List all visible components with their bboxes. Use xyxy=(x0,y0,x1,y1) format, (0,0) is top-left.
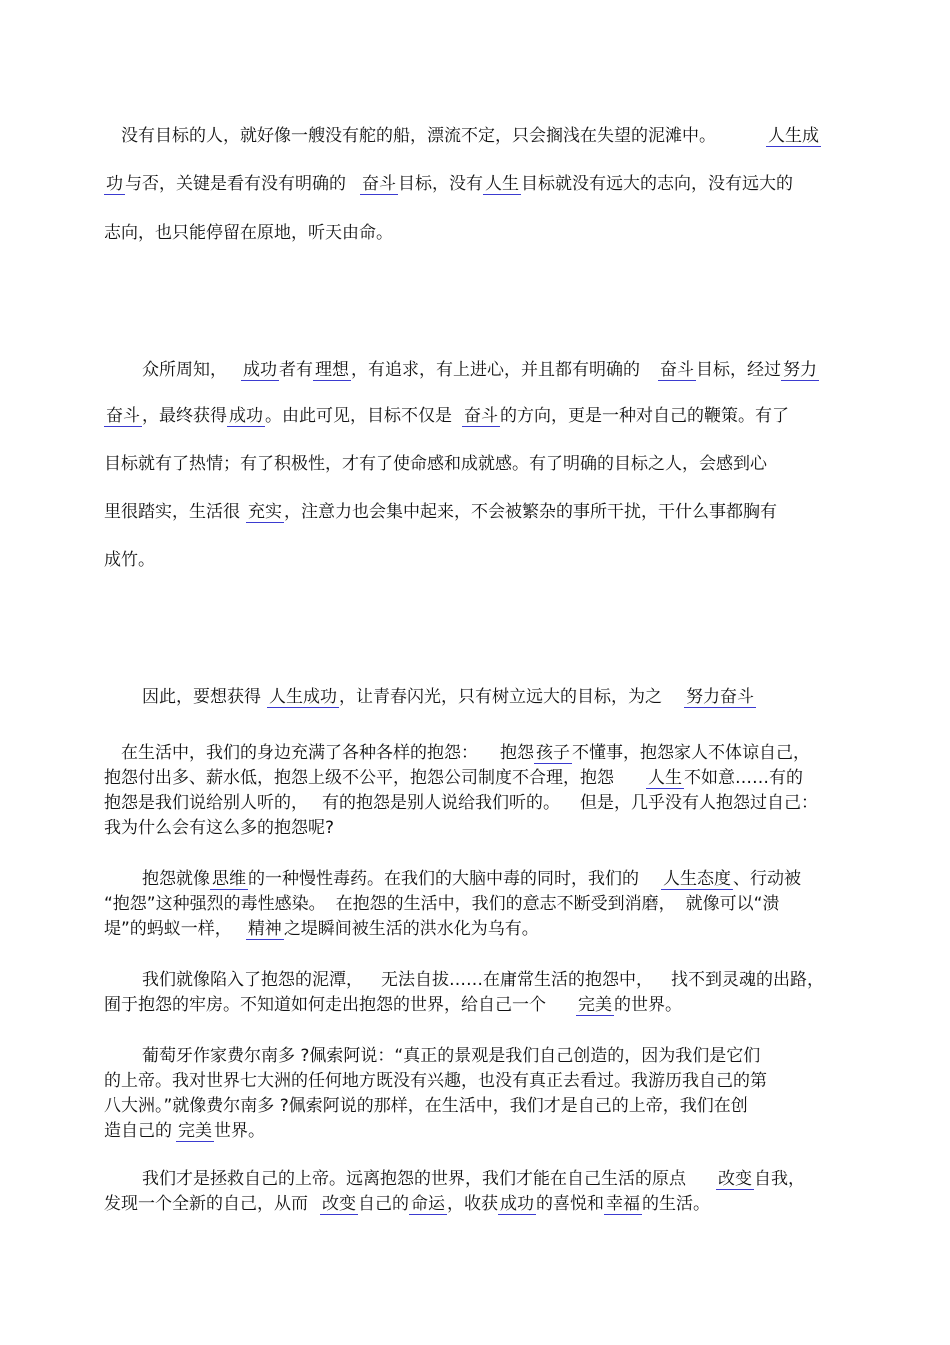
text-span: 抱怨付出多、薪水低，抱怨上级不公平，抱怨公司制度不合理，抱怨 xyxy=(104,768,614,788)
link-chongshi[interactable]: 充实 xyxy=(248,502,282,522)
text-span: 的生活。 xyxy=(642,1194,710,1214)
text-span: ，有追求，有上进心，并且都有明确的 xyxy=(351,360,640,380)
text-span: 因此，要想获得 xyxy=(142,687,261,707)
link-rensheng-taidu[interactable]: 人生态度 xyxy=(663,869,731,889)
link-xingfu[interactable]: 幸福 xyxy=(606,1194,640,1214)
paragraph-3-line-1 xyxy=(142,686,756,708)
paragraph-7-line-3: 八大洲。”就像费尔南多 ?佩索阿说的那样，在生活中，我们才是自己的上帝，我们在创 xyxy=(104,1096,748,1116)
text-span: 目标，没有 xyxy=(398,174,483,194)
text-span: 我们才是拯救自己的上帝。远离抱怨的世界，我们才能在自己生活的原点 xyxy=(142,1169,686,1189)
text-span: 囿于抱怨的牢房。不知道如何走出抱怨的世界，给自己一个 xyxy=(104,995,546,1015)
link-jingshen[interactable]: 精神 xyxy=(247,919,282,939)
text-span: 在抱怨的生活中，我们的意志不断受到消磨， xyxy=(335,894,676,914)
paragraph-2-line-5: 成竹。 xyxy=(104,550,155,570)
text-span: 发现一个全新的自己，从而 xyxy=(104,1194,308,1214)
link-mingyun[interactable]: 命运 xyxy=(411,1194,445,1214)
paragraph-2-line-1 xyxy=(142,359,819,381)
link-rensheng-chenggong[interactable]: 人生成功 xyxy=(269,687,337,707)
text-span: 众所周知， xyxy=(142,360,227,380)
paragraph-2-line-4 xyxy=(104,501,777,523)
paragraph-1-line-2 xyxy=(104,173,793,195)
link-rensheng-cheng[interactable]: 人生成 xyxy=(768,126,819,146)
text-span: 我们就像陷入了抱怨的泥潭， xyxy=(142,970,363,990)
paragraph-7-line-2: 的上帝。我对世界七大洲的任何地方既没有兴趣，也没有真正去看过。我游历我自己的第 xyxy=(104,1071,767,1091)
paragraph-2-line-3: 目标就有了热情；有了积极性，才有了使命感和成就感。有了明确的目标之人，会感到心 xyxy=(104,454,767,474)
link-gaibian[interactable]: 改变 xyxy=(322,1194,356,1214)
paragraph-5-line-2 xyxy=(104,893,779,915)
link-chenggong[interactable]: 成功 xyxy=(500,1194,534,1214)
text-span: 世界。 xyxy=(214,1121,265,1141)
paragraph-1-line-3: 志向，也只能停留在原地，听天由命。 xyxy=(104,223,393,243)
text-span: 自我， xyxy=(754,1169,805,1189)
link-rensheng[interactable]: 人生 xyxy=(648,768,682,788)
link-siwei[interactable]: 思维 xyxy=(212,869,246,889)
text-span: 自己的 xyxy=(358,1194,409,1214)
text-span: 、行动被 xyxy=(733,869,801,889)
text-span: 目标，经过 xyxy=(696,360,781,380)
text-span: 抱怨就像 xyxy=(142,869,210,889)
paragraph-8-line-2 xyxy=(104,1193,710,1215)
text-span: ，收获 xyxy=(447,1194,498,1214)
text-span: 目标就没有远大的志向，没有远大的 xyxy=(521,174,793,194)
text-span: 抱怨是我们说给别人听的， xyxy=(104,793,308,813)
text-span: 之堤瞬间被生活的洪水化为乌有。 xyxy=(283,919,539,939)
paragraph-4-line-3 xyxy=(104,792,818,814)
text-span: 就像可以“溃 xyxy=(685,894,780,914)
paragraph-7-line-1: 葡萄牙作家费尔南多 ?佩索阿说：“真正的景观是我们自己创造的，因为我们是它们 xyxy=(142,1046,761,1066)
text-span: 堤”的蚂蚁一样， xyxy=(104,919,232,939)
text-span: ，让青春闪光，只有树立远大的目标，为之 xyxy=(339,687,662,707)
link-chenggong[interactable]: 成功 xyxy=(229,406,263,426)
text-span: 不如意……有的 xyxy=(684,768,803,788)
link-haizi[interactable]: 孩子 xyxy=(536,743,570,763)
link-lixiang[interactable]: 理想 xyxy=(315,360,349,380)
paragraph-6-line-2 xyxy=(104,994,682,1016)
paragraph-4-line-2 xyxy=(104,767,803,789)
paragraph-4-line-4: 我为什么会有这么多的抱怨呢? xyxy=(104,818,335,838)
paragraph-4-line-1 xyxy=(121,742,810,764)
text-span: 与否，关键是看有没有明确的 xyxy=(125,174,346,194)
link-wanmei[interactable]: 完美 xyxy=(178,1121,212,1141)
text-span: 抱怨 xyxy=(500,743,534,763)
link-fendou[interactable]: 奋斗 xyxy=(106,406,140,426)
paragraph-2-line-2 xyxy=(104,405,789,427)
link-nuli-fendou[interactable]: 努力奋斗 xyxy=(686,687,754,707)
paragraph-5-line-3 xyxy=(104,918,539,940)
text-span: ，最终获得 xyxy=(142,406,227,426)
paragraph-1-line-1 xyxy=(121,125,821,147)
text-span: 的喜悦和 xyxy=(536,1194,604,1214)
paragraph-8-line-1 xyxy=(142,1168,805,1190)
text-span: 在生活中，我们的身边充满了各种各样的抱怨： xyxy=(121,743,478,763)
text-span: 的方向，更是一种对自己的鞭策。有了 xyxy=(500,406,789,426)
text-span: 者有 xyxy=(279,360,313,380)
text-span: 有的抱怨是别人说给我们听的。 xyxy=(322,793,560,813)
text-span: 造自己的 xyxy=(104,1121,172,1141)
text-span: 的世界。 xyxy=(614,995,682,1015)
text-span: 找不到灵魂的出路， xyxy=(671,970,824,990)
link-fendou[interactable]: 奋斗 xyxy=(464,406,498,426)
link-gaibian[interactable]: 改变 xyxy=(718,1169,752,1189)
link-gong[interactable]: 功 xyxy=(106,174,123,194)
text-span: 但是，几乎没有人抱怨过自己： xyxy=(580,793,818,813)
text-span: “抱怨”这种强烈的毒性感染。 xyxy=(104,894,326,914)
paragraph-5-line-1 xyxy=(142,868,801,890)
link-fendou[interactable]: 奋斗 xyxy=(660,360,694,380)
text-span: 里很踏实，生活很 xyxy=(104,502,240,522)
paragraph-6-line-1 xyxy=(142,969,824,991)
text-span: 没有目标的人，就好像一艘没有舵的船，漂流不定，只会搁浅在失望的泥滩中。 xyxy=(121,126,716,146)
paragraph-7-line-4 xyxy=(104,1120,265,1142)
link-chenggong[interactable]: 成功 xyxy=(243,360,277,380)
link-fendou[interactable]: 奋斗 xyxy=(362,174,396,194)
link-nuli[interactable]: 努力 xyxy=(783,360,817,380)
text-span: 的一种慢性毒药。在我们的大脑中毒的同时，我们的 xyxy=(248,869,639,889)
text-span: 不懂事，抱怨家人不体谅自己， xyxy=(572,743,810,763)
text-span: 无法自拔……在庸常生活的抱怨中， xyxy=(381,970,653,990)
text-span: 。由此可见，目标不仅是 xyxy=(265,406,452,426)
link-rensheng[interactable]: 人生 xyxy=(485,174,519,194)
text-span: ，注意力也会集中起来，不会被繁杂的事所干扰，干什么事都胸有 xyxy=(284,502,777,522)
link-wanmei[interactable]: 完美 xyxy=(578,995,612,1015)
